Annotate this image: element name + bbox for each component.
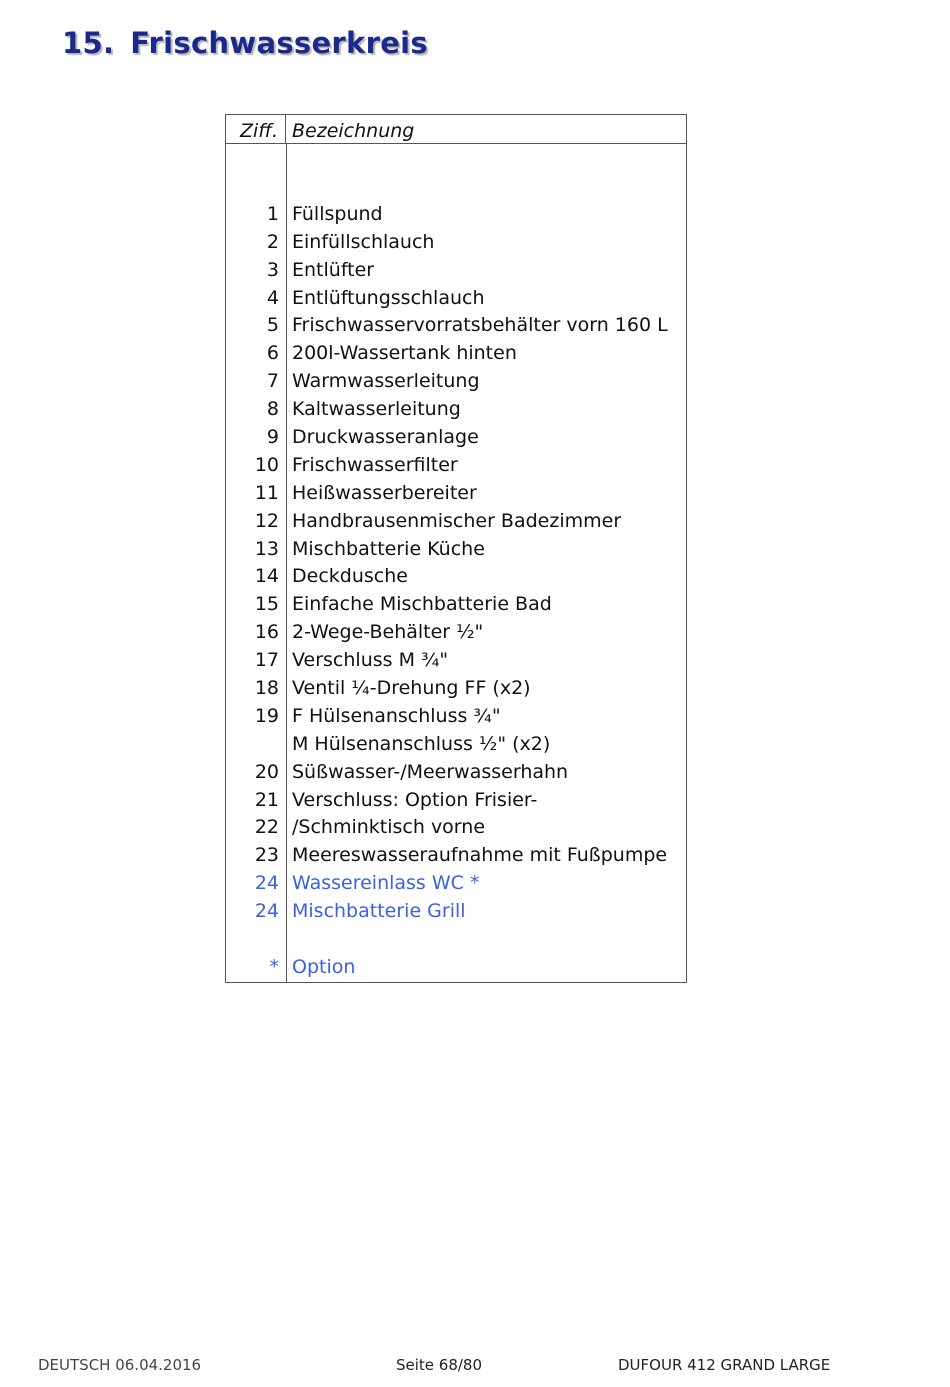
- row-designation: Süßwasser-/Meerwasserhahn: [292, 760, 569, 783]
- table-row: [226, 787, 686, 815]
- row-designation: Verschluss M ¾": [292, 649, 449, 672]
- row-number: 24: [254, 872, 279, 895]
- row-designation: Option: [292, 955, 356, 978]
- row-number: 16: [254, 621, 279, 644]
- table-row: [226, 424, 686, 452]
- table-row: [226, 536, 686, 564]
- row-number: 4: [266, 286, 279, 309]
- row-designation: Deckdusche: [292, 565, 408, 588]
- row-number: 8: [266, 398, 279, 421]
- table-row: [226, 619, 686, 647]
- table-header: [226, 115, 686, 144]
- row-designation: Ventil ¼-Drehung FF (x2): [292, 677, 531, 700]
- parts-table: [225, 114, 687, 983]
- row-designation: Kaltwasserleitung: [292, 398, 461, 421]
- row-designation: [286, 173, 292, 201]
- table-row: [226, 285, 686, 313]
- row-number: 15: [254, 593, 279, 616]
- row-number: 19: [254, 704, 279, 727]
- row-number: 2: [266, 230, 279, 253]
- table-row: [226, 591, 686, 619]
- row-number: 22: [254, 816, 279, 839]
- row-designation: Einfüllschlauch: [292, 230, 435, 253]
- table-row: [226, 731, 686, 759]
- table-row: [226, 480, 686, 508]
- table-row: [226, 926, 686, 954]
- table-row: [226, 954, 686, 982]
- table-row: [226, 201, 686, 229]
- row-designation: Heißwasserbereiter: [292, 481, 477, 504]
- row-designation: Meereswasseraufnahme mit Fußpumpe: [292, 844, 668, 867]
- row-designation: Warmwasserleitung: [292, 370, 480, 393]
- row-number: 14: [254, 565, 279, 588]
- row-number: 10: [254, 453, 279, 476]
- row-designation: 200l-Wassertank hinten: [292, 342, 517, 365]
- table-row: [226, 563, 686, 591]
- row-number: 23: [254, 844, 279, 867]
- table-row: [226, 452, 686, 480]
- table-row: [226, 396, 686, 424]
- row-number: 3: [266, 258, 279, 281]
- footer-model-name: DUFOUR 412 GRAND LARGE: [618, 1356, 831, 1374]
- row-number: [226, 926, 286, 954]
- header-number: Ziff.: [226, 115, 286, 143]
- table-row: [226, 340, 686, 368]
- table-row: [226, 759, 686, 787]
- row-designation: Einfache Mischbatterie Bad: [292, 593, 552, 616]
- row-number: [226, 173, 286, 201]
- row-designation: M Hülsenanschluss ½" (x2): [292, 732, 551, 755]
- footer-language-date: DEUTSCH 06.04.2016: [38, 1356, 202, 1374]
- row-number: *: [269, 955, 279, 978]
- table-row: [226, 368, 686, 396]
- row-designation: Entlüfter: [292, 258, 375, 281]
- table-row: [226, 842, 686, 870]
- row-designation: Mischbatterie Grill: [292, 900, 466, 923]
- table-row: [226, 647, 686, 675]
- row-designation: Frischwasserfilter: [292, 453, 458, 476]
- row-number: 5: [266, 314, 279, 337]
- row-designation: F Hülsenanschluss ¾": [292, 704, 501, 727]
- row-number: 24: [254, 900, 279, 923]
- row-number: 17: [254, 649, 279, 672]
- table-row: [226, 814, 686, 842]
- header-designation: Bezeichnung: [292, 120, 415, 142]
- table-row: [226, 312, 686, 340]
- table-row: [226, 675, 686, 703]
- row-number: 11: [254, 481, 279, 504]
- row-number: 21: [254, 788, 279, 811]
- table-row: [226, 257, 686, 285]
- row-designation: Wassereinlass WC *: [292, 872, 480, 895]
- section-title: Frischwasserkreis: [130, 26, 428, 60]
- row-designation: Entlüftungsschlauch: [292, 286, 485, 309]
- table-row: [226, 229, 686, 257]
- row-designation: 2-Wege-Behälter ½": [292, 621, 484, 644]
- row-designation: Druckwasseranlage: [292, 426, 479, 449]
- row-designation: Frischwasservorratsbehälter vorn 160 L: [292, 314, 668, 337]
- row-designation: Handbrausenmischer Badezimmer: [292, 509, 622, 532]
- footer-page-number: Seite 68/80: [396, 1356, 483, 1374]
- table-body: [226, 144, 686, 982]
- table-row: [226, 508, 686, 536]
- row-designation: Mischbatterie Küche: [292, 537, 485, 560]
- table-row: [226, 870, 686, 898]
- row-number: 12: [254, 509, 279, 532]
- section-heading: [62, 26, 428, 60]
- row-designation: Füllspund: [292, 202, 383, 225]
- row-number: 9: [266, 426, 279, 449]
- row-number: 20: [254, 760, 279, 783]
- row-designation: [286, 926, 292, 954]
- row-number: 7: [266, 370, 279, 393]
- row-number: [226, 731, 286, 759]
- section-number: 15.: [62, 26, 115, 60]
- table-row: [226, 703, 686, 731]
- row-number: 1: [266, 202, 279, 225]
- table-row: [226, 173, 686, 201]
- table-row: [226, 898, 686, 926]
- row-number: 6: [266, 342, 279, 365]
- row-designation: /Schminktisch vorne: [292, 816, 486, 839]
- row-number: 13: [254, 537, 279, 560]
- row-designation: Verschluss: Option Frisier-: [292, 788, 538, 811]
- row-number: 18: [254, 677, 279, 700]
